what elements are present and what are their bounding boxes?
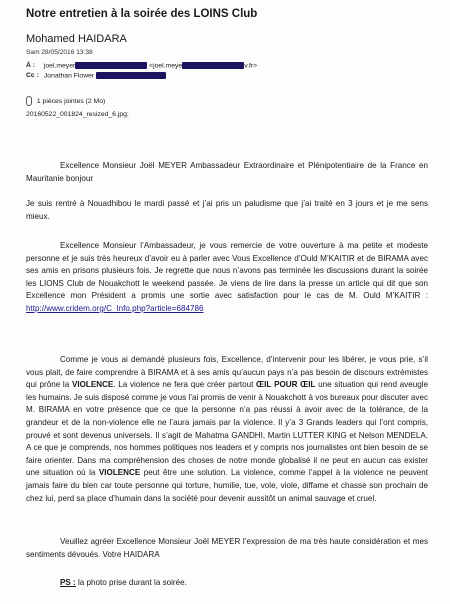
to-recipient-address: <joel.meye [149,62,183,70]
greeting-text: Excellence Monsieur Joël MEYER Ambassadeur Extraordinaire et Plénipotentiaire de la France en Mauritanie bonjour [26,161,428,183]
redaction-block [182,62,244,69]
paperclip-icon [26,96,32,106]
paragraph-closing [26,536,428,561]
cc-recipient[interactable]: Jonathan Flower [43,72,95,80]
health-text: Je suis rentré à Nouadhibou le mardi passé et j’ai pris un paludisme que j’ai traité en 3 jours et je me sens mieux. [26,199,428,221]
emphasis-violence: VIOLENCE [98,468,141,478]
ps-text: la photo prise durant la soirée. [75,578,187,587]
email-subject: Notre entretien à la soirée des LOINS Club [26,8,258,20]
emphasis-pour-oeil: POUR ŒIL [274,380,316,390]
article-link[interactable]: http://www.cridem.org/C_Info.php?article=684786 [26,303,204,313]
paragraph-greeting [26,160,428,185]
ps-label: PS : [60,578,76,587]
attachments-count: 1 pièces jointes (2 Mo) [36,97,106,105]
paragraph-thanks [26,240,428,316]
thanks-text: Excellence Monsieur l’Ambassadeur, je vous remercie de votre ouverture à ma petite et modeste personne et je suis très heureux d’avoir eu à parler avec Vous Excellence d’Ould M’KAITIR et de BIRAMA avec ses amis en prisons plusieurs fois. Je regrette que nous n’avons pas terminée les discussions durant la soirée les LIONS Club de Nouakchott le weekend passée. Je viens de lire dans la presse un article qui dit que son Excellence mon Président a promis une sortie avec satisfaction pour le cas de M. Ould M’KAITIR : [26,241,428,301]
to-recipient[interactable]: joel.meyer [43,62,76,70]
violence-text: Comme je vous ai demandé plusieurs fois, Excellence, d’intervenir pour les libérer, je vous prie, s’il vous plait, de faire comprendre à BIRAMA et à ses amis qu’aucun pays n’a pas besoin de discours extrémistes qui prône la [26,355,428,390]
redaction-block [96,72,166,79]
cc-label: Cc : [26,72,39,80]
violence-text: peut être une solution. La violence, comme l’appel à la violence ne peuvent jamais faire du bien car toute personne qui torture, humilie, tue, vole, viole, diffame et chasse son prochain de chez lui, perd sa place d’humain dans la société pour devenir aussitôt un animal sauvage et cruel. [26,468,429,503]
to-label: À : [26,62,36,70]
cc-row [26,72,166,79]
emphasis-violence: VIOLENCE [71,380,114,390]
sent-date: Sam 28/05/2016 13:38 [26,49,93,56]
redaction-block [75,62,147,69]
to-row [26,62,257,69]
attachments-summary[interactable] [26,96,105,106]
paragraph-violence [26,354,428,505]
postscript [60,578,187,587]
violence-text: une situation qui rend aveugle les humains. Je suis disposé comme je vous l’ai promis de venir à Nouakchott à vos bureaux pour discuter avec M. BIRAMA en votre présence que ce que la personne n’a pas réussi à avoir avec de la tolérance, de la grandeur et de la non-violence elle ne l’aura jamais par la violence. Il y’a 3 Grands leaders qui l’ont compris, prouvé et sont devenus universels. Il s’agit de Mahatma GANDHI, Martin LUTTER KING et Nelson MENDELA. A ce que je comprends, nos hommes politiques nos leaders et y compris nos journalistes ont bien besoin de se faire orienter. Dans ma compréhension des choses de notre monde globalisé il ne peut en aucun cas exister une situation où la [26,380,429,478]
paragraph-health [26,198,428,223]
emphasis-oeil: ŒIL [256,380,272,390]
sender-name[interactable]: Mohamed HAIDARA [26,33,127,45]
attachment-filename[interactable]: 20160522_001824_resized_6.jpg; [26,111,129,118]
to-recipient-address-end: v.fr> [244,62,258,70]
violence-text: . La violence ne fera que créer partout [113,380,257,390]
closing-text: Veuillez agréer Excellence Monsieur Joël MEYER l’expression de ma très haute considération et mes sentiments dévoués. Votre HAIDARA [26,537,428,559]
